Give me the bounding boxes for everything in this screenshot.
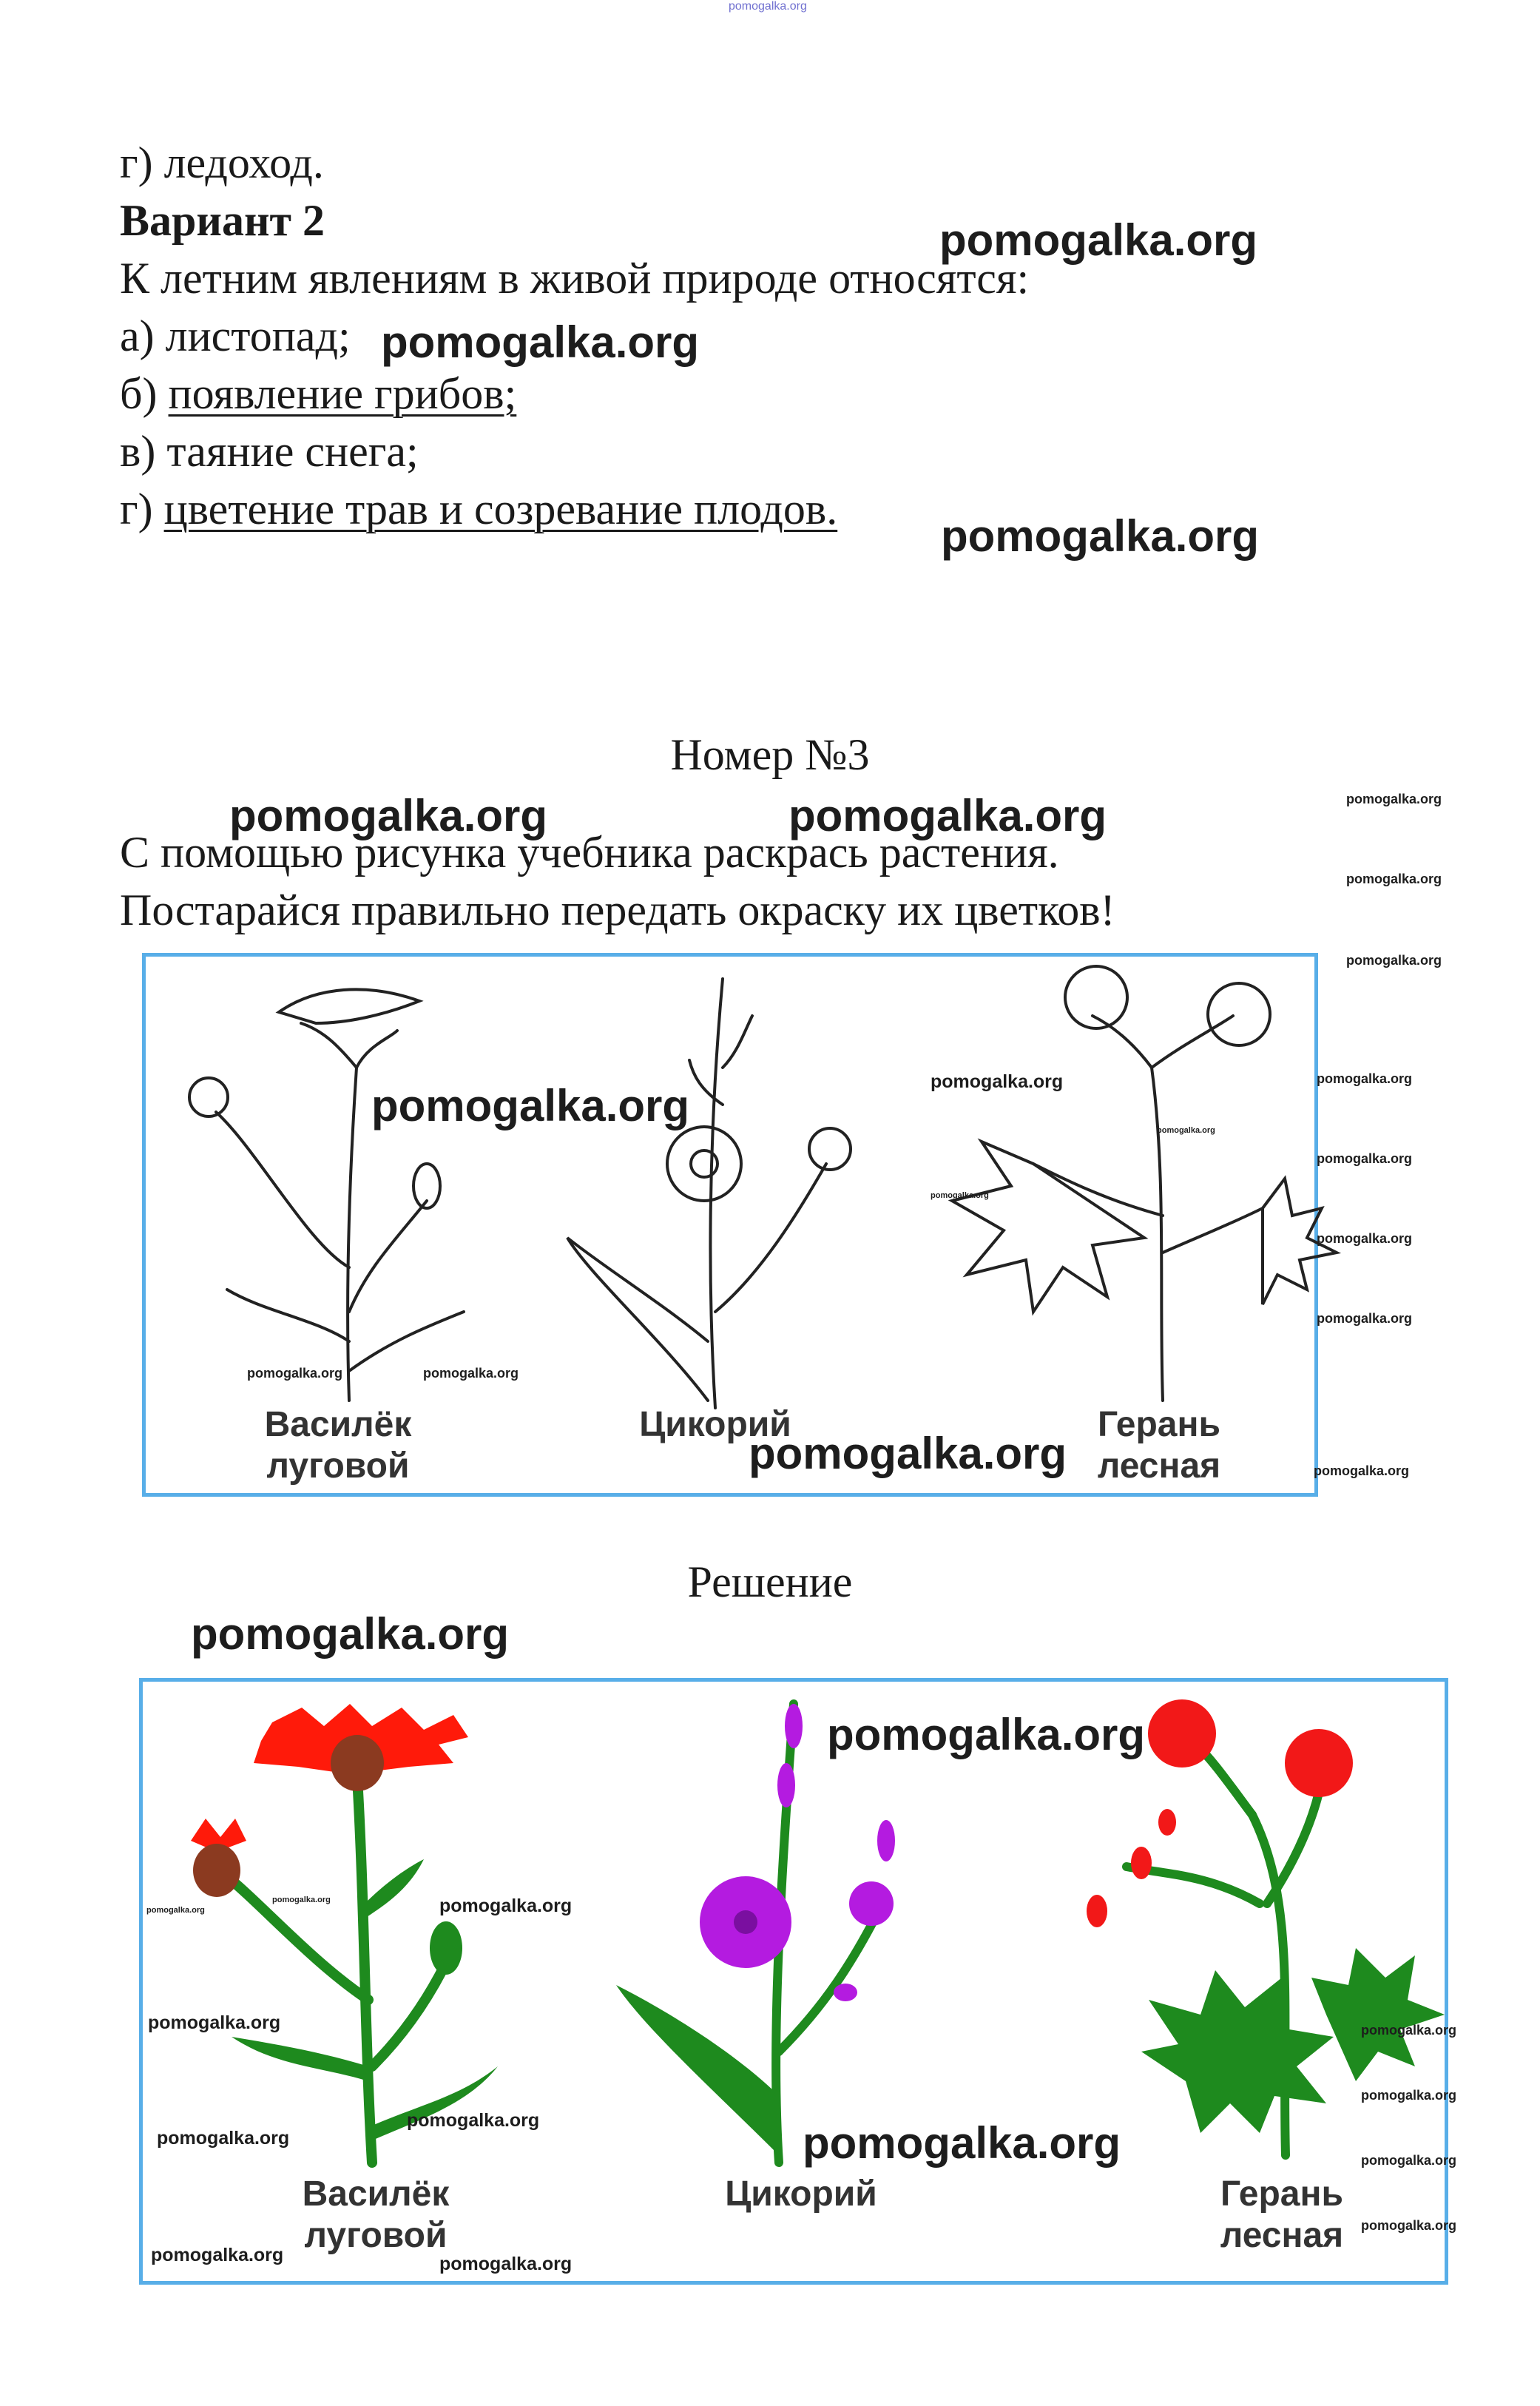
answer-line-g-icedrift: г) ледоход.: [120, 138, 324, 187]
cornflower-colored-label: [269, 2174, 483, 2257]
geranium-label-line2: лесная: [1097, 1446, 1221, 1486]
cornflower-label: [242, 1404, 434, 1487]
watermark: pomogalka.org: [1346, 792, 1442, 806]
geranium-label: [1063, 1404, 1255, 1487]
watermark: pomogalka.org: [381, 317, 700, 367]
watermark: pomogalka.org: [439, 1896, 573, 1916]
watermark: pomogalka.org: [939, 215, 1258, 265]
uncolored-plants-panel: [142, 953, 1318, 1497]
watermark: pomogalka.org: [371, 1081, 690, 1130]
chicory-colored-label-line1: Цикорий: [725, 2174, 877, 2214]
watermark: pomogalka.org: [1361, 2218, 1457, 2233]
option-a-text: листопад;: [165, 311, 351, 360]
geranium-colored-label-line1: Герань: [1220, 2174, 1343, 2214]
cornflower-label-line1: Василёк: [264, 1405, 412, 1444]
task-line-1: С помощью рисунка учебника раскрась растения.: [120, 828, 1059, 877]
option-b-letter: б): [120, 369, 158, 418]
option-a-letter: а): [120, 311, 155, 360]
watermark: pomogalka.org: [1157, 1126, 1215, 1135]
option-g: [120, 482, 837, 536]
watermark: pomogalka.org: [931, 1071, 1064, 1092]
option-a: [120, 309, 351, 363]
watermark: pomogalka.org: [1361, 2153, 1457, 2168]
watermark: pomogalka.org: [191, 1609, 510, 1659]
watermark: pomogalka.org: [931, 1191, 989, 1200]
option-b-text: появление грибов;: [168, 369, 517, 418]
watermark: pomogalka.org: [941, 511, 1260, 561]
watermark: pomogalka.org: [1346, 872, 1442, 886]
watermark: pomogalka.org: [229, 791, 548, 840]
watermark: pomogalka.org: [247, 1366, 343, 1381]
watermark: pomogalka.org: [1317, 1311, 1413, 1326]
question-text: К летним явлениям в живой природе относятся:: [120, 254, 1030, 303]
watermark: pomogalka.org: [1314, 1463, 1410, 1478]
task-title: Номер №3: [670, 730, 870, 779]
option-v: [120, 425, 419, 478]
watermark: pomogalka.org: [1317, 1071, 1413, 1086]
solution-title: Решение: [687, 1557, 853, 1606]
watermark: pomogalka.org: [1317, 1231, 1413, 1246]
watermark: pomogalka.org: [146, 1906, 205, 1915]
option-v-letter: в): [120, 427, 156, 476]
colored-plants-panel: [139, 1678, 1448, 2285]
geranium-colored-label-line2: лесная: [1220, 2216, 1344, 2255]
option-v-text: таяние снега;: [166, 427, 419, 476]
watermark: pomogalka.org: [272, 1896, 331, 1904]
variant-title: Вариант 2: [120, 196, 325, 245]
task-line-2: Постарайся правильно передать окраску их цветков!: [120, 886, 1115, 934]
geranium-colored-label: [1186, 2174, 1378, 2257]
watermark: pomogalka.org: [749, 1429, 1067, 1478]
watermark: pomogalka.org: [788, 791, 1107, 840]
watermark: pomogalka.org: [151, 2245, 284, 2265]
watermark: pomogalka.org: [439, 2254, 573, 2274]
cornflower-label-line2: луговой: [266, 1446, 410, 1486]
watermark: pomogalka.org: [148, 2012, 281, 2033]
chicory-colored-label: [690, 2174, 912, 2215]
watermark: pomogalka.org: [157, 2128, 290, 2149]
watermark: pomogalka.org: [803, 2118, 1121, 2168]
watermark: pomogalka.org: [1361, 2023, 1457, 2038]
option-g-letter: г): [120, 485, 153, 533]
option-g-text: цветение трав и созревание плодов.: [163, 485, 838, 533]
cornflower-colored-label-line1: Василёк: [302, 2174, 450, 2214]
header-watermark: pomogalka.org: [729, 0, 807, 13]
cornflower-colored-label-line2: луговой: [304, 2216, 448, 2255]
geranium-label-line1: Герань: [1098, 1405, 1220, 1444]
watermark: pomogalka.org: [1361, 2088, 1457, 2103]
watermark: pomogalka.org: [1317, 1151, 1413, 1166]
watermark: pomogalka.org: [423, 1366, 519, 1381]
option-b: [120, 367, 516, 420]
chicory-label-line1: Цикорий: [639, 1405, 791, 1444]
watermark: pomogalka.org: [1346, 953, 1442, 968]
watermark: pomogalka.org: [407, 2110, 540, 2131]
watermark: pomogalka.org: [827, 1710, 1146, 1759]
